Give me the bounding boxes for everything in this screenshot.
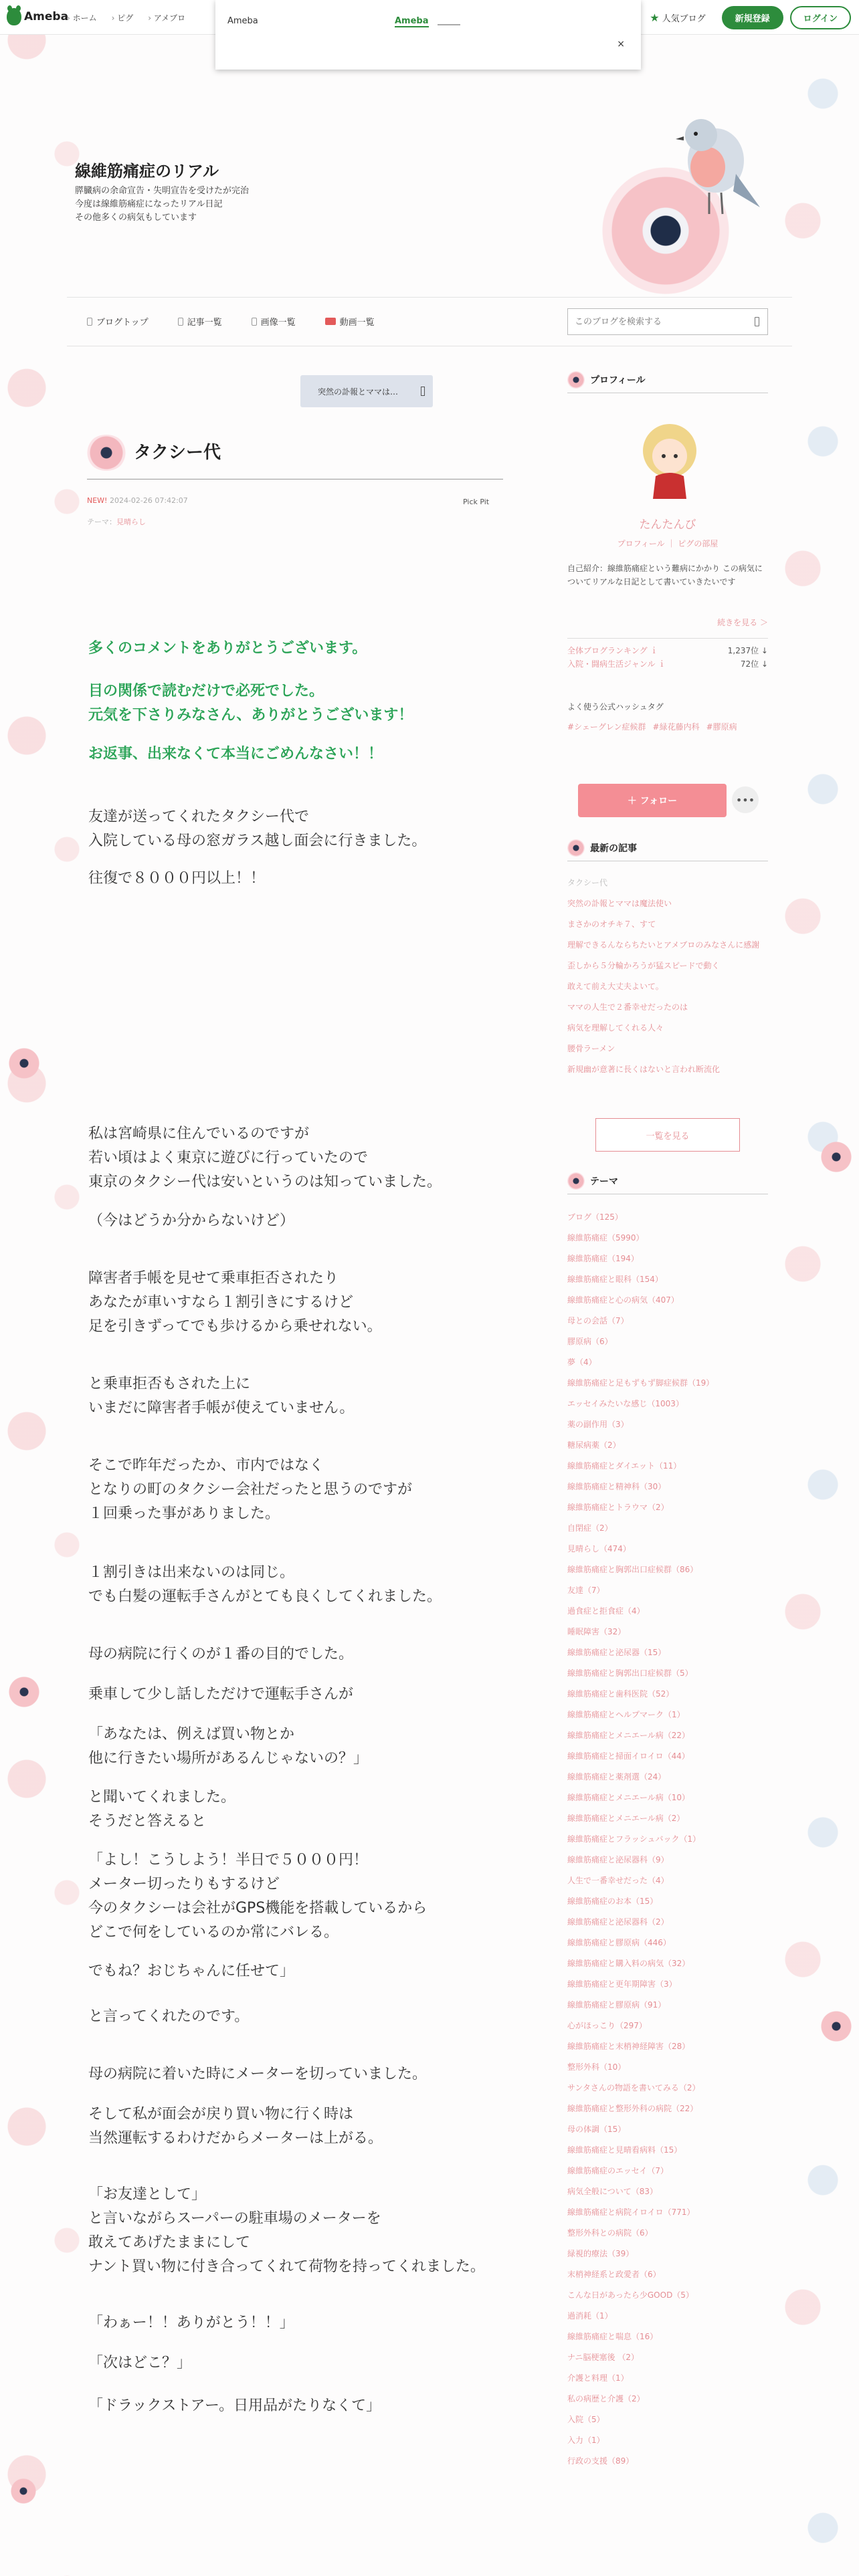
theme-list xyxy=(567,1168,768,2475)
hashtag-link[interactable]: #膠原病 xyxy=(706,722,737,732)
body-paragraph: 母の病院に行くのが１番の目的でした。 xyxy=(88,1646,354,1662)
theme-link[interactable]: 線維筋痛症のエッセイ（7） xyxy=(567,2166,669,2175)
popup-tab[interactable]: Ameba xyxy=(395,16,429,26)
theme-link[interactable]: 母との会話（7） xyxy=(567,1316,629,1325)
body-paragraph: 障害者手帳を見せて乗車拒否されたり あなたが車いすなら１割引きにするけど 足を引きずってでも歩けるから乗せれない。 xyxy=(88,1270,382,1335)
latest-heading-label: 最新の記事 xyxy=(590,843,637,854)
theme-link[interactable]: 自閉症（2） xyxy=(567,1523,613,1533)
popup-tab-inactive[interactable] xyxy=(438,24,460,25)
theme-link[interactable]: 線維筋痛症とメニエール病（2） xyxy=(567,1814,685,1823)
top-nav-pigg[interactable]: › ピグ xyxy=(112,12,134,23)
theme-link[interactable]: 過消耗（1） xyxy=(567,2311,613,2321)
theme-link[interactable]: 人生で一番幸せだった（4） xyxy=(567,1876,669,1885)
blog-description: 膵臓病の余命宣告・失明宣告を受けたが完治 今度は線維筋痛症になったリアル日記 その他多くの病気もしています xyxy=(75,186,250,223)
theme-link[interactable]: 入院（5） xyxy=(567,2415,605,2424)
home-icon xyxy=(87,318,92,326)
robin-bird-illustration xyxy=(669,107,763,221)
latest-article-link[interactable]: 歪しから５分輪かろうが猛スピードで動く xyxy=(567,961,720,970)
body-paragraph: そして私が面会が戻り買い物に行く時は 当然運転するわけだからメーターは上がる。 xyxy=(88,2106,383,2147)
theme-link[interactable]: 線維筋痛症と喘息（16） xyxy=(567,2332,658,2341)
body-paragraph: と乗車拒否もされた上に いまだに障害者手帳が使えていません。 xyxy=(88,1376,355,1416)
blog-title[interactable]: 線維筋痛症のリアル xyxy=(75,162,219,181)
image-icon xyxy=(252,318,257,326)
theme-link[interactable]: 末梢神経系と政愛者（6） xyxy=(567,2270,661,2279)
body-paragraph: そこで昨年だったか、市内ではなく となりの町のタクシー会社だったと思うのですが １回乗った事がありました。 xyxy=(88,1457,413,1522)
body-paragraph: 「次はどこ？」 xyxy=(88,2355,192,2371)
decorative-flower xyxy=(816,1137,856,1177)
pick-button[interactable]: Pick Pit xyxy=(463,498,490,506)
external-icon xyxy=(421,387,425,396)
popup-close-icon[interactable]: × xyxy=(617,39,625,49)
sidebar xyxy=(567,366,768,2466)
theme-link[interactable]: 入力（1） xyxy=(567,2436,605,2445)
theme-link[interactable]: 緑視的療法（39） xyxy=(567,2249,634,2258)
theme-link[interactable]: 線維筋痛症と更年期障害（3） xyxy=(567,1979,677,1989)
theme-link[interactable]: 病気全般について（83） xyxy=(567,2187,658,2196)
latest-heading xyxy=(567,835,768,861)
profile-intro: 自己紹介：線維筋痛症という難病にかかり この病気についてリアルな日記として書いていきたいです xyxy=(567,564,763,586)
theme-link[interactable]: 線維筋痛症とメニエール病（10） xyxy=(567,1793,690,1802)
profile-more-link[interactable]: 続きを見る ＞ xyxy=(717,618,768,627)
related-article-banner[interactable] xyxy=(300,375,433,407)
theme-heading xyxy=(567,1168,768,1194)
theme-link[interactable]: 線維筋痛症と薬剤選（24） xyxy=(567,1772,666,1782)
blog-search-input[interactable] xyxy=(568,309,735,334)
theme-link[interactable]: 線維筋痛症と足もずもず脚症候群（19） xyxy=(567,1378,714,1388)
theme-link[interactable]: 線維筋痛症とフラッシュバック（1） xyxy=(567,1834,701,1844)
header-actions xyxy=(650,6,851,29)
flower-icon xyxy=(567,371,585,389)
more-options-icon[interactable]: ••• xyxy=(732,786,759,813)
top-nav-home[interactable]: › ホーム xyxy=(67,12,97,23)
theme-link[interactable]: ブログ（125） xyxy=(567,1212,623,1222)
hashtags xyxy=(567,721,737,732)
theme-link[interactable]: 友達（7） xyxy=(567,1586,605,1595)
latest-article-link[interactable]: ママの人生で２番幸せだったのは xyxy=(567,1002,688,1012)
theme-link[interactable]: 薬の副作用（3） xyxy=(567,1420,629,1429)
nav-articles-label: 記事一覧 xyxy=(187,318,222,328)
theme-link[interactable]: 線維筋痛症と泌尿器科（9） xyxy=(567,1855,669,1864)
latest-articles xyxy=(567,835,768,1083)
login-button[interactable]: ログイン xyxy=(790,6,851,29)
theme-link[interactable]: 線維筋痛症と末梢神経障害（28） xyxy=(567,2042,690,2051)
theme-link[interactable]: 糖尿病薬（2） xyxy=(567,1440,621,1450)
body-paragraph: 往復で８０００円以上！！ xyxy=(88,870,266,887)
theme-link[interactable]: 線維筋痛症（5990） xyxy=(567,1233,644,1243)
theme-link[interactable]: 私の病歴と介護（2） xyxy=(567,2394,645,2403)
theme-link[interactable]: 膠原病（6） xyxy=(567,1337,613,1346)
decorative-flower xyxy=(7,2474,40,2508)
theme-link[interactable]: 線維筋痛症と精神科（30） xyxy=(567,1482,666,1491)
nav-videos-label: 動画一覧 xyxy=(339,318,375,328)
latest-article-link[interactable]: 病気を理解してくれる人々 xyxy=(567,1023,664,1033)
body-paragraph: 目の関係で読むだけで必死でした。 元気を下さりみなさん、ありがとうございます！ xyxy=(88,683,413,724)
decorative-flower xyxy=(4,1672,44,1712)
body-paragraph: と聞いてくれました。 そうだと答えると xyxy=(88,1789,236,1830)
video-icon xyxy=(325,318,336,325)
top-nav-ameblo[interactable]: › アメブロ xyxy=(148,12,185,23)
theme-link[interactable]: 線維筋痛症とメニエール病（22） xyxy=(567,1731,690,1740)
body-paragraph: と言ってくれたのです。 xyxy=(88,2008,250,2025)
hashtag-link[interactable]: #緑花藤内科 xyxy=(652,722,700,732)
latest-article-link[interactable]: 新規幽が意著に長くはないと言われ断流化 xyxy=(567,1065,721,1074)
theme-link[interactable]: エッセイみたいな感じ（1003） xyxy=(567,1399,684,1408)
hashtags-heading: よく使う公式ハッシュタグ xyxy=(567,702,664,712)
theme-link[interactable]: 夢（4） xyxy=(567,1358,597,1367)
entry-theme-link[interactable]: 見晴らし xyxy=(116,518,146,526)
theme-link[interactable]: 線維筋痛症と見晴看病料（15） xyxy=(567,2145,682,2155)
theme-link[interactable]: 行政の支援（89） xyxy=(567,2456,634,2466)
blog-nav xyxy=(67,297,792,346)
body-paragraph: お返事、出来なくて本当にごめんなさい！！ xyxy=(88,746,383,762)
theme-link[interactable]: 心がほっこり（297） xyxy=(567,2021,647,2030)
theme-heading-label: テーマ xyxy=(590,1176,618,1187)
body-paragraph: （今はどうか分からないけど） xyxy=(88,1212,295,1229)
latest-article-link[interactable]: 突然の訃報とママは魔法使い xyxy=(567,899,672,908)
latest-article-link[interactable]: 腰骨ラーメン xyxy=(567,1044,615,1053)
theme-link[interactable]: 線維筋痛症と購入料の病気（32） xyxy=(567,1959,690,1968)
decorative-flower xyxy=(816,2006,856,2046)
theme-link[interactable]: 線維筋痛症（194） xyxy=(567,1254,639,1263)
entry-datetime: 2024-02-26 07:42:07 xyxy=(109,496,188,505)
body-paragraph: 多くのコメントをありがとうございます。 xyxy=(88,640,367,657)
ranking-genre-label[interactable]: 入院・闘病生活ジャンル ｉ xyxy=(567,659,666,669)
view-all-button[interactable]: 一覧を見る xyxy=(595,1118,740,1152)
latest-article-link[interactable]: 理解できるんならちたいとアメブロのみなさんに感謝 xyxy=(567,940,760,950)
body-paragraph: １割引きは出来ないのは同じ。 でも白髪の運転手さんがとても良くしてくれました。 xyxy=(88,1564,442,1605)
entry-theme xyxy=(87,516,146,527)
body-paragraph: 乗車して少し話しただけで運転手さんが xyxy=(88,1686,354,1703)
body-paragraph: 友達が送ってくれたタクシー代で 入院している母の窓ガラス越し面会に行きました。 xyxy=(88,809,427,849)
ranking-box xyxy=(567,638,768,671)
body-paragraph: 「わぁー！！ありがとう！！」 xyxy=(88,2315,294,2331)
search-icon[interactable] xyxy=(755,317,759,326)
theme-link[interactable]: 線維筋痛症と病院イロイロ（771） xyxy=(567,2208,695,2217)
body-paragraph: 「よし！こうしよう！半日で５０００円！ メーター切ったりもするけど 今のタクシーは会社がGPS機能を搭載しているから どこで何をしているのか常にバレる。 xyxy=(88,1852,427,1941)
theme-link[interactable]: 線維筋痛症と泌尿器（15） xyxy=(567,1648,666,1657)
body-paragraph: 「お友達として」 と言いながらスーパーの駐車場のメーターを 敢えてあげたままにして ナント買い物に付き合ってくれて荷物を持ってくれました。 xyxy=(88,2186,485,2275)
crown-icon: ★ xyxy=(650,11,660,24)
latest-article-link[interactable]: まさかのオチキ７、すて xyxy=(567,920,656,929)
flower-icon xyxy=(567,839,585,857)
ranking-genre-value: 72位 ↓ xyxy=(740,659,768,669)
new-badge: NEW! xyxy=(87,496,108,505)
top-nav xyxy=(67,12,185,23)
theme-link[interactable]: こんな日があったら少GOOD（5） xyxy=(567,2290,694,2300)
profile-heading xyxy=(567,366,768,393)
latest-list xyxy=(567,876,768,1076)
theme-link[interactable]: 線維筋痛症と眼科（154） xyxy=(567,1275,663,1284)
list-icon xyxy=(178,318,183,326)
popular-blog-link[interactable] xyxy=(650,11,705,24)
follow-button[interactable]: ＋ フォロー xyxy=(578,784,727,817)
theme-link[interactable]: 整形外科（10） xyxy=(567,2062,626,2072)
nav-blog-top[interactable] xyxy=(87,315,149,328)
popular-blog-label: 人気ブログ xyxy=(662,14,706,24)
theme-link[interactable]: 線維筋痛症と膠原病（446） xyxy=(567,1938,671,1947)
body-paragraph: 私は宮崎県に住んでいるのですが 若い頃はよく東京に遊びに行っていたので 東京のタクシー代は安いというのは知っていました。 xyxy=(88,1125,442,1190)
theme-link[interactable]: 線維筋痛症と心の病気（407） xyxy=(567,1295,679,1305)
body-paragraph: でもね？おじちゃんに任せて」 xyxy=(88,1963,295,1979)
theme-link[interactable]: 介護と料理（1） xyxy=(567,2373,629,2383)
entry-theme-prefix: テーマ： xyxy=(87,518,116,526)
theme-link[interactable]: 線維筋痛症と胸郭出口症候群（5） xyxy=(567,1669,693,1678)
body-paragraph: 母の病院に着いた時にメーターを切っていました。 xyxy=(88,2066,427,2082)
flower-icon xyxy=(567,1172,585,1190)
nav-articles[interactable] xyxy=(178,315,222,328)
ameba-logo[interactable] xyxy=(7,8,68,25)
body-paragraph: 「あなたは、例えば買い物とか 他に行きたい場所があるんじゃないの？」 xyxy=(88,1726,369,1767)
avatar[interactable] xyxy=(636,421,704,499)
latest-article-link[interactable]: 敢えて前え大丈夫よいて。 xyxy=(567,982,664,991)
theme-link[interactable]: 母の体調（15） xyxy=(567,2125,626,2134)
theme-link[interactable]: ナニ脳梗塞後 （2） xyxy=(567,2353,639,2362)
ranking-overall-label[interactable]: 全体ブログランキング ｉ xyxy=(567,646,658,655)
ranking-overall-value: 1,237位 ↓ xyxy=(727,646,768,655)
blog-search xyxy=(567,308,768,335)
theme-link[interactable]: 睡眠障害（32） xyxy=(567,1627,626,1636)
theme-link[interactable]: 線維筋痛症と歯科医院（52） xyxy=(567,1689,674,1699)
theme-link[interactable]: サンタさんの物語を書いてみる（2） xyxy=(567,2083,700,2092)
body-paragraph: 「ドラックストアー。日用品がたりなくて」 xyxy=(88,2397,381,2414)
theme-link[interactable]: 線維筋痛症と整形外科の病院（22） xyxy=(567,2104,698,2113)
logo-text: Ameba xyxy=(24,10,69,23)
theme-link[interactable]: 線維筋痛症とトラウマ（2） xyxy=(567,1503,669,1512)
theme-link[interactable]: 線維筋痛症のお本（15） xyxy=(567,1897,658,1906)
register-button[interactable]: 新規登録 xyxy=(722,6,783,29)
ameba-logo-icon xyxy=(7,8,21,25)
theme-link[interactable]: 線維筋痛症と胸郭出口症候群（86） xyxy=(567,1565,698,1574)
entry-date xyxy=(87,496,188,505)
hashtag-link[interactable]: #シェーグレン症候群 xyxy=(567,722,646,732)
theme-link[interactable]: 線維筋痛症と膠原病（91） xyxy=(567,2000,666,2010)
profile-heading-label: プロフィール xyxy=(590,374,646,386)
entry-flower-icon xyxy=(86,435,127,471)
profile-links[interactable]: プロフィール ｜ ピグの部屋 xyxy=(617,539,719,548)
theme-link[interactable]: 過食症と拒食症（4） xyxy=(567,1606,645,1616)
decorative-flower xyxy=(4,1043,44,1083)
theme-link[interactable]: 線維筋痛症とダイエット（11） xyxy=(567,1461,682,1471)
popup-label: Ameba xyxy=(227,16,258,26)
theme-link[interactable]: 線維筋痛症と泌尿器科（2） xyxy=(567,1917,669,1927)
nav-images-label: 画像一覧 xyxy=(260,318,296,328)
entry-title[interactable]: タクシー代 xyxy=(134,443,221,463)
nav-videos[interactable] xyxy=(325,315,375,328)
profile-name[interactable]: たんたんび xyxy=(639,518,696,532)
nav-images[interactable] xyxy=(252,315,296,328)
theme-items xyxy=(567,1210,768,2475)
related-article-label: 突然の訃報とママは… xyxy=(318,387,399,397)
theme-link[interactable]: 線維筋痛症と掃面イロイロ（44） xyxy=(567,1751,690,1761)
header-popup xyxy=(215,0,641,70)
theme-link[interactable]: 線維筋痛症とヘルプマーク（1） xyxy=(567,1710,685,1719)
theme-link[interactable]: 見晴らし（474） xyxy=(567,1544,631,1553)
theme-link[interactable]: 整形外科との病院（6） xyxy=(567,2228,653,2238)
nav-blog-top-label: ブログトップ xyxy=(96,318,149,328)
latest-article-link[interactable]: タクシー代 xyxy=(567,878,608,887)
